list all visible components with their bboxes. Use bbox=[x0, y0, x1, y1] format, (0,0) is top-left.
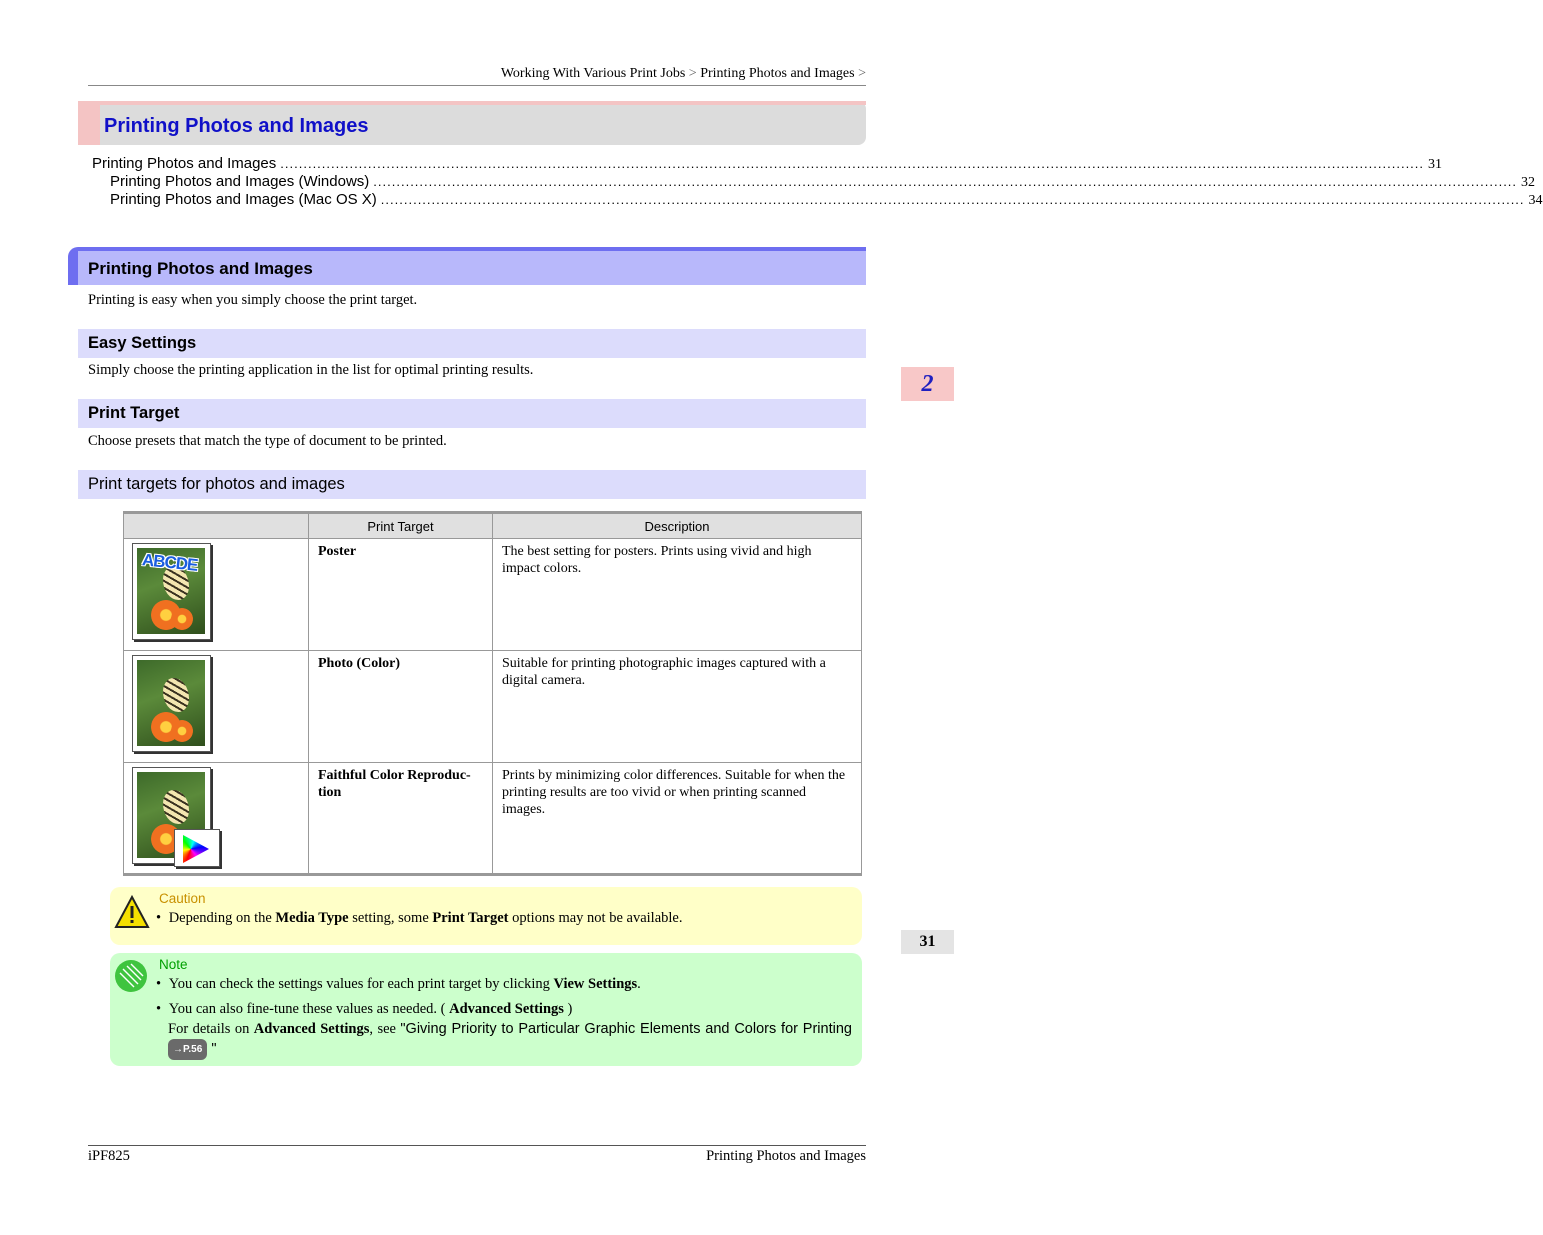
column-header-print-target: Print Target bbox=[309, 513, 493, 539]
toc-leader-dots: ........................................................................................................................................................................................................................................................ bbox=[380, 192, 1525, 207]
breadcrumb-part1[interactable]: Working With Various Print Jobs bbox=[500, 66, 686, 81]
chapter-header-accent bbox=[78, 101, 100, 145]
toc-item-page[interactable]: 31 bbox=[1428, 157, 1443, 172]
thumbnail-cell bbox=[124, 539, 309, 651]
section-heading-print-target bbox=[78, 399, 866, 428]
print-targets-table bbox=[123, 511, 862, 876]
section-title: Printing Photos and Images bbox=[88, 259, 313, 278]
flower-image bbox=[171, 720, 193, 742]
thumbnail-cell bbox=[124, 763, 309, 875]
bullet-icon: • bbox=[156, 910, 162, 926]
page-reference-badge[interactable]: →P.56 bbox=[168, 1039, 207, 1060]
breadcrumb-separator: > bbox=[858, 66, 866, 81]
faithful-color-thumbnail-image bbox=[132, 767, 212, 865]
toc-item-label[interactable]: Printing Photos and Images bbox=[92, 155, 277, 172]
breadcrumb bbox=[88, 66, 866, 86]
section-heading-easy-settings bbox=[78, 329, 866, 358]
toc-item[interactable] bbox=[92, 173, 1536, 191]
toc-item-label[interactable]: Printing Photos and Images (Mac OS X) bbox=[110, 191, 377, 208]
cross-reference-link[interactable]: "Giving Priority to Particular Graphic Elements and Colors for Printing bbox=[400, 1021, 852, 1037]
toc-item-page[interactable]: 32 bbox=[1521, 175, 1536, 190]
photo-thumbnail-image bbox=[132, 655, 212, 753]
note-label: Note bbox=[159, 957, 188, 972]
note-line-1: • You can check the settings values for each print target by clicking View Settings. bbox=[156, 976, 641, 992]
toc-leader-dots: ........................................................................................................................................................................................................................................................ bbox=[373, 174, 1518, 189]
print-target-description: Suitable for printing photographic images captured with a digital camera. bbox=[493, 651, 862, 763]
column-header-description: Description bbox=[493, 513, 862, 539]
print-target-description: Prints by minimizing color differences. Suitable for when the printing results are too vivid or when printing scanned images. bbox=[493, 763, 862, 875]
chapter-header bbox=[78, 101, 866, 145]
toc-item[interactable] bbox=[92, 155, 1443, 173]
bullet-icon: • bbox=[156, 976, 162, 992]
note-line-3: For details on Advanced Settings, see "Giving Priority to Particular Graphic Elements and Colors for Printing →P.56 " bbox=[168, 1020, 852, 1060]
print-target-name: Faithful Color Reproduc-tion bbox=[309, 763, 493, 875]
chapter-title: Printing Photos and Images bbox=[104, 115, 369, 137]
section-heading-main bbox=[68, 247, 866, 285]
breadcrumb-separator: > bbox=[688, 66, 697, 81]
column-header-image bbox=[124, 513, 309, 539]
butterfly-image bbox=[163, 790, 189, 824]
caution-text: • Depending on the Media Type setting, some Print Target options may not be available. bbox=[156, 910, 683, 926]
section-heading-targets bbox=[78, 470, 866, 499]
breadcrumb-part2[interactable]: Printing Photos and Images bbox=[700, 66, 855, 81]
poster-thumbnail-text: ABCDE bbox=[141, 550, 199, 575]
thumbnail-cell bbox=[124, 651, 309, 763]
butterfly-image bbox=[163, 678, 189, 712]
caution-box bbox=[110, 887, 862, 945]
table-row bbox=[124, 651, 862, 763]
chapter-tab[interactable]: 2 bbox=[901, 367, 954, 401]
table-of-contents bbox=[92, 155, 1543, 209]
print-target-title: Print Target bbox=[88, 404, 180, 422]
footer-section: Printing Photos and Images bbox=[706, 1148, 866, 1164]
note-line-2: • You can also fine-tune these values as needed. ( Advanced Settings ) bbox=[156, 1001, 573, 1017]
print-target-description: The best setting for posters. Prints using vivid and high impact colors. bbox=[493, 539, 862, 651]
poster-thumbnail-image bbox=[132, 543, 212, 641]
warning-icon bbox=[114, 895, 150, 929]
page-number-tab: 31 bbox=[901, 930, 954, 954]
easy-settings-text: Simply choose the printing application in the list for optimal printing results. bbox=[88, 362, 534, 378]
chapter-header-topline bbox=[78, 101, 866, 105]
toc-item-page[interactable]: 34 bbox=[1528, 193, 1543, 208]
toc-item-label[interactable]: Printing Photos and Images (Windows) bbox=[110, 173, 370, 190]
print-target-name: Photo (Color) bbox=[309, 651, 493, 763]
section-intro: Printing is easy when you simply choose the print target. bbox=[88, 292, 418, 308]
toc-leader-dots: ........................................................................................................................................................................................................................................................ bbox=[280, 156, 1425, 171]
table-header-row bbox=[124, 513, 862, 539]
table-row bbox=[124, 539, 862, 651]
toc-item[interactable] bbox=[92, 191, 1543, 209]
print-target-name: Poster bbox=[309, 539, 493, 651]
footer-model: iPF825 bbox=[88, 1148, 130, 1164]
page-footer bbox=[88, 1145, 866, 1165]
note-box bbox=[110, 953, 862, 1066]
bullet-icon: • bbox=[156, 1001, 162, 1017]
caution-label: Caution bbox=[159, 891, 206, 906]
table-row bbox=[124, 763, 862, 875]
easy-settings-title: Easy Settings bbox=[88, 334, 197, 352]
targets-heading: Print targets for photos and images bbox=[88, 475, 345, 493]
flower-image bbox=[171, 608, 193, 630]
print-target-text: Choose presets that match the type of document to be printed. bbox=[88, 433, 447, 449]
color-gamut-icon bbox=[174, 829, 220, 867]
pencil-icon bbox=[114, 959, 148, 993]
